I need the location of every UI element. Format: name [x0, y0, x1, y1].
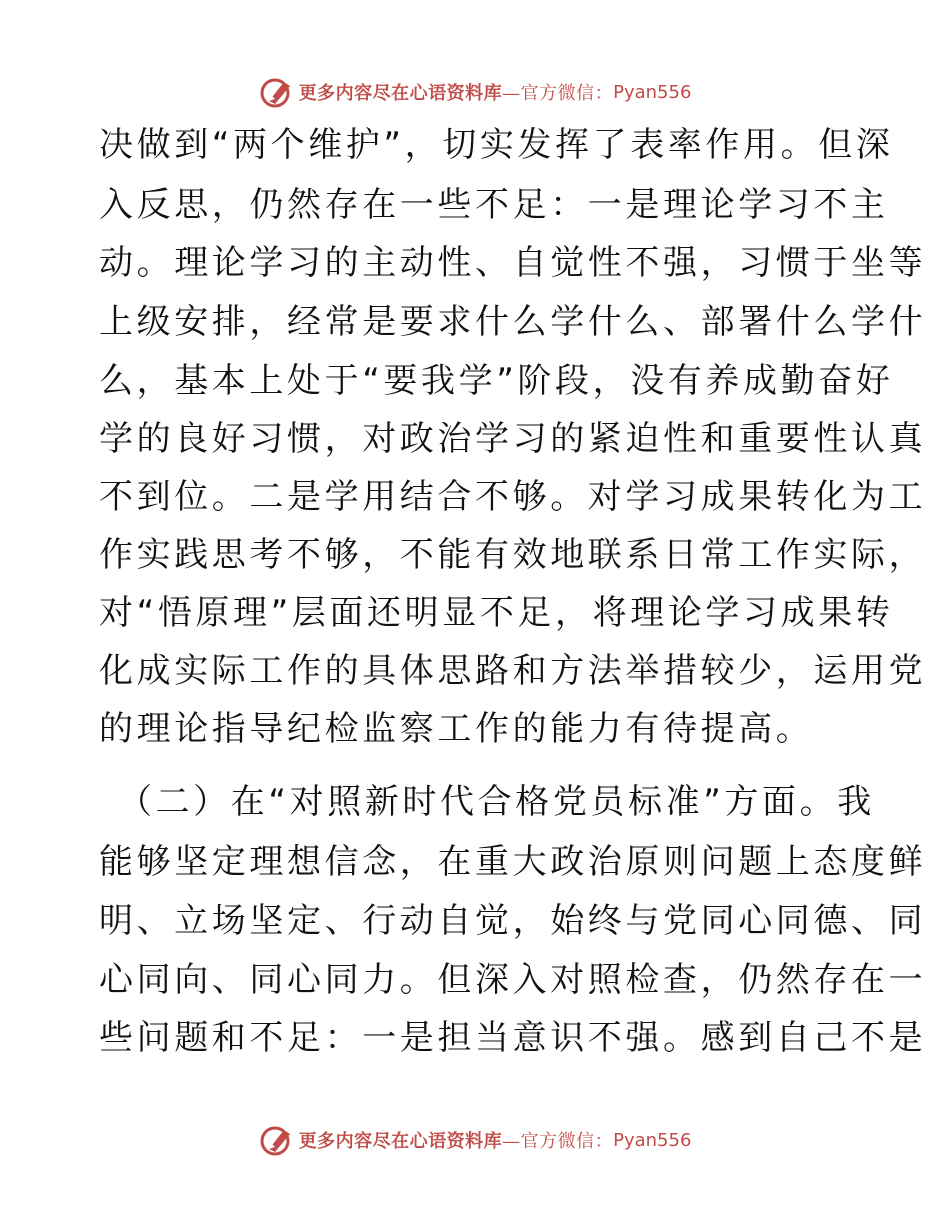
watermark-official: —官方微信： [502, 83, 614, 104]
watermark-handle: Pyan556 [613, 81, 692, 103]
body-line: 入反思，仍然存在一些不足：一是理论学习不主 [99, 185, 889, 225]
body-line: 上级安排，经常是要求什么学什么、部署什么学什 [99, 302, 927, 342]
pen-nib-circle-icon [259, 1122, 295, 1158]
body-line: 动。理论学习的主动性、自觉性不强，习惯于坐等 [99, 243, 927, 283]
watermark-footer [0, 1120, 950, 1160]
body-line: 明、立场坚定、行动自觉，始终与党同心同德、同 [99, 901, 927, 941]
pen-nib-circle-icon [259, 74, 295, 110]
body-line: 化成实际工作的具体思路和方法举措较少，运用党 [99, 651, 927, 691]
body-line: 对“悟原理”层面还明显不足，将理论学习成果转 [99, 593, 894, 633]
watermark-brand: 更多内容尽在心语资料库 [298, 1131, 503, 1152]
body-line: 些问题和不足：一是担当意识不强。感到自己不是 [99, 1018, 927, 1058]
body-line: 心同向、同心同力。但深入对照检查，仍然存在一 [99, 960, 927, 1000]
watermark-header [0, 72, 950, 112]
body-line: 么，基本上处于“要我学”阶段，没有养成勤奋好 [99, 361, 894, 401]
body-line: 决做到“两个维护”，切实发挥了表率作用。但深 [99, 125, 894, 165]
body-line: 学的良好习惯，对政治学习的紧迫性和重要性认真 [99, 419, 927, 459]
section-heading-line: （二）在“对照新时代合格党员标准”方面。我 [118, 782, 875, 822]
watermark-official: —官方微信： [502, 1131, 614, 1152]
body-line: 能够坚定理想信念，在重大政治原则问题上态度鲜 [99, 842, 927, 882]
watermark-handle: Pyan556 [613, 1129, 692, 1151]
body-line: 作实践思考不够，不能有效地联系日常工作实际， [99, 535, 927, 575]
body-line: 不到位。二是学用结合不够。对学习成果转化为工 [99, 477, 927, 517]
watermark-brand: 更多内容尽在心语资料库 [298, 83, 503, 104]
body-line: 的理论指导纪检监察工作的能力有待提高。 [99, 709, 814, 749]
